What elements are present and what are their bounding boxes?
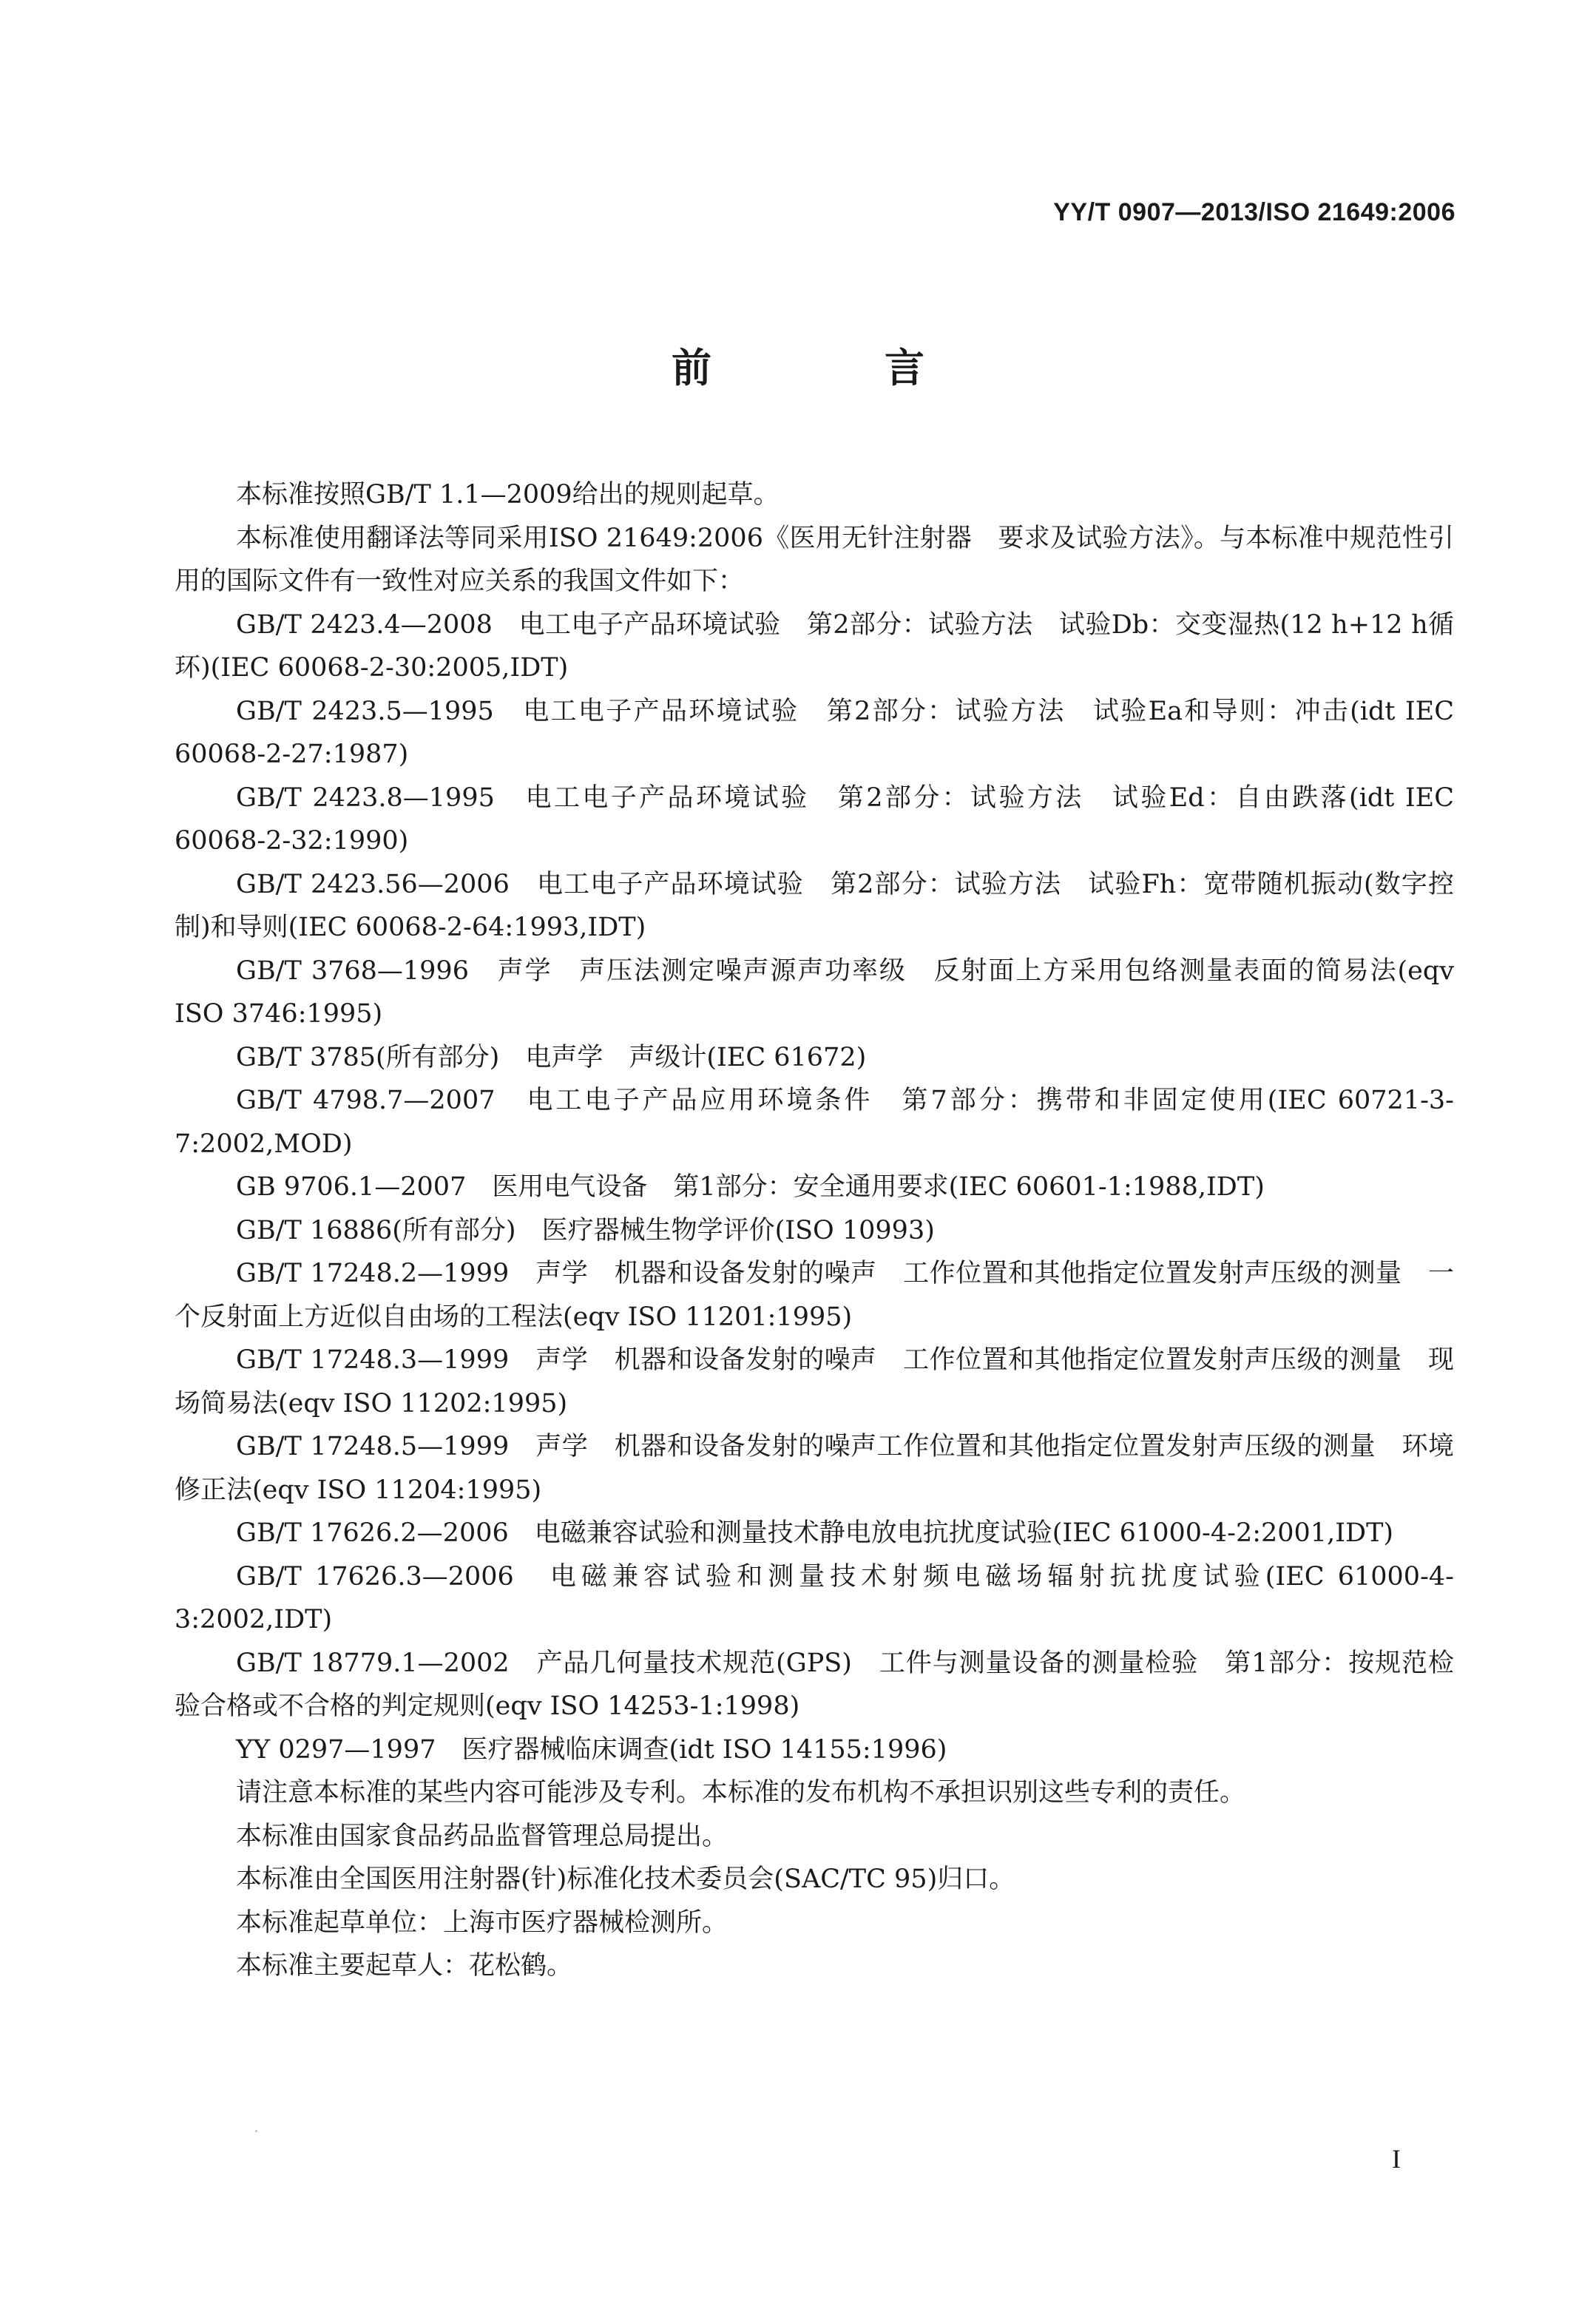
foreword-body [175, 473, 1454, 1988]
reference-item: GB/T 3768—1996 声学 声压法测定噪声源声功率级 反射面上方采用包络测量表面的简易法(eqv ISO 3746:1995) [175, 956, 1454, 1029]
paragraph-committee: 本标准由全国医用注射器(针)标准化技术委员会(SAC/TC 95)归口。 [236, 1864, 1015, 1894]
page-title: 前 言 [672, 345, 991, 391]
page-number: I [1392, 2144, 1401, 2174]
paragraph-drafters: 本标准主要起草人：花松鹤。 [236, 1951, 573, 1981]
scan-speck [255, 2130, 257, 2132]
reference-item: GB 9706.1—2007 医用电气设备 第1部分：安全通用要求(IEC 60601-1:1988,IDT) [236, 1172, 1265, 1202]
paragraph-drafting-rule: 本标准按照GB/T 1.1—2009给出的规则起草。 [236, 480, 780, 510]
reference-item: GB/T 16886(所有部分) 医疗器械生物学评价(ISO 10993) [236, 1215, 935, 1245]
paragraph-patent-notice: 请注意本标准的某些内容可能涉及专利。本标准的发布机构不承担识别这些专利的责任。 [236, 1778, 1246, 1808]
paragraph-proposer: 本标准由国家食品药品监督管理总局提出。 [236, 1821, 728, 1851]
reference-item: GB/T 4798.7—2007 电工电子产品应用环境条件 第7部分：携带和非固定使用(IEC 60721-3-7:2002,MOD) [175, 1086, 1454, 1159]
standard-code: YY/T 0907—2013/ISO 21649:2006 [1053, 198, 1455, 226]
reference-item: YY 0297—1997 医疗器械临床调查(idt ISO 14155:1996) [236, 1734, 947, 1765]
reference-item: GB/T 17248.3—1999 声学 机器和设备发射的噪声 工作位置和其他指定位置发射声压级的测量 现场简易法(eqv ISO 11202:1995) [175, 1345, 1454, 1419]
reference-item: GB/T 2423.5—1995 电工电子产品环境试验 第2部分：试验方法 试验Ea和导则：冲击(idt IEC 60068-2-27:1987) [175, 696, 1454, 769]
paragraph-adoption: 本标准使用翻译法等同采用ISO 21649:2006《医用无针注射器 要求及试验方法》。与本标准中规范性引用的国际文件有一致性对应关系的我国文件如下： [175, 523, 1454, 596]
reference-item: GB/T 17626.3—2006 电磁兼容试验和测量技术射频电磁场辐射抗扰度试验(IEC 61000-4-3:2002,IDT) [175, 1561, 1454, 1634]
reference-item: GB/T 18779.1—2002 产品几何量技术规范(GPS) 工件与测量设备的测量检验 第1部分：按规范检验合格或不合格的判定规则(eqv ISO 14253-1:1998) [175, 1648, 1454, 1721]
reference-item: GB/T 2423.56—2006 电工电子产品环境试验 第2部分：试验方法 试验Fh：宽带随机振动(数字控制)和导则(IEC 60068-2-64:1993,IDT) [175, 869, 1454, 942]
reference-item: GB/T 17248.2—1999 声学 机器和设备发射的噪声 工作位置和其他指定位置发射声压级的测量 一个反射面上方近似自由场的工程法(eqv ISO 11201:1995) [175, 1259, 1454, 1332]
reference-item: GB/T 2423.8—1995 电工电子产品环境试验 第2部分：试验方法 试验Ed：自由跌落(idt IEC 60068-2-32:1990) [175, 782, 1454, 856]
paragraph-drafting-unit: 本标准起草单位：上海市医疗器械检测所。 [236, 1907, 728, 1938]
reference-item: GB/T 2423.4—2008 电工电子产品环境试验 第2部分：试验方法 试验Db：交变湿热(12 h+12 h循环)(IEC 60068-2-30:2005,IDT) [175, 609, 1454, 683]
reference-item: GB/T 17248.5—1999 声学 机器和设备发射的噪声工作位置和其他指定位置发射声压级的测量 环境修正法(eqv ISO 11204:1995) [175, 1432, 1454, 1505]
reference-item: GB/T 17626.2—2006 电磁兼容试验和测量技术静电放电抗扰度试验(IEC 61000-4-2:2001,IDT) [236, 1518, 1394, 1548]
reference-item: GB/T 3785(所有部分) 电声学 声级计(IEC 61672) [236, 1042, 867, 1072]
